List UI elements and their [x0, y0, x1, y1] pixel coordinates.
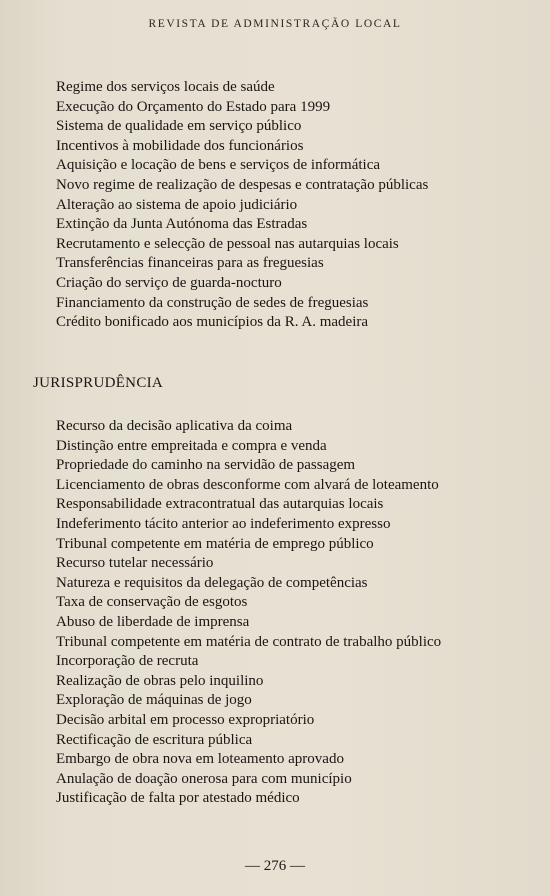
jurisprudencia-item: Rectificação de escritura pública: [56, 731, 253, 748]
jurisprudencia-item: Decisão arbital em processo expropriatório: [56, 711, 315, 728]
jurisprudencia-list: [56, 417, 441, 809]
topic-item: Crédito bonificado aos municípios da R. A. madeira: [56, 314, 369, 331]
topic-item: Criação do serviço de guarda-nocturo: [56, 274, 282, 291]
jurisprudencia-item: Natureza e requisitos da delegação de competências: [56, 574, 368, 591]
topics-list: [56, 78, 428, 333]
topic-item: Extinção da Junta Autónoma das Estradas: [56, 216, 308, 233]
jurisprudencia-item: Indeferimento tácito anterior ao indeferimento expresso: [56, 515, 391, 532]
jurisprudencia-item: Taxa de conservação de esgotos: [56, 594, 248, 611]
jurisprudencia-item: Tribunal competente em matéria de emprego público: [56, 535, 374, 552]
running-header: REVISTA DE ADMINISTRAÇÃO LOCAL: [148, 18, 402, 30]
topic-item: Transferências financeiras para as freguesias: [56, 255, 324, 272]
jurisprudencia-item: Anulação de doação onerosa para com município: [56, 770, 352, 787]
topic-item: Regime dos serviços locais de saúde: [56, 79, 275, 95]
jurisprudencia-item: Exploração de máquinas de jogo: [56, 692, 252, 709]
jurisprudencia-item: Abuso de liberdade de imprensa: [56, 613, 250, 630]
topic-item: Alteração ao sistema de apoio judiciário: [56, 196, 298, 213]
jurisprudencia-item: Recurso da decisão aplicativa da coima: [56, 418, 293, 434]
section-heading-jurisprudencia: JURISPRUDÊNCIA: [33, 375, 164, 391]
topic-item: Sistema de qualidade em serviço público: [56, 118, 302, 135]
topic-item: Recrutamento e selecção de pessoal nas autarquias locais: [56, 235, 399, 252]
jurisprudencia-item: Recurso tutelar necessário: [56, 555, 214, 572]
jurisprudencia-item: Justificação de falta por atestado médico: [56, 790, 300, 807]
page-number: — 276 —: [245, 858, 305, 874]
jurisprudencia-item: Responsabilidade extracontratual das autarquias locais: [56, 496, 384, 513]
jurisprudencia-item: Licenciamento de obras desconforme com alvará de loteamento: [56, 476, 439, 493]
topic-item: Execução do Orçamento do Estado para 1999: [56, 98, 331, 115]
jurisprudencia-item: Tribunal competente em matéria de contrato de trabalho público: [56, 633, 442, 650]
jurisprudencia-item: Distinção entre empreitada e compra e venda: [56, 437, 327, 454]
jurisprudencia-item: Incorporação de recruta: [56, 653, 199, 670]
topic-item: Novo regime de realização de despesas e contratação públicas: [56, 176, 429, 193]
jurisprudencia-item: Propriedade do caminho na servidão de passagem: [56, 457, 356, 474]
jurisprudencia-item: Embargo de obra nova em loteamento aprovado: [56, 751, 344, 768]
topic-item: Incentivos à mobilidade dos funcionários: [56, 137, 304, 154]
topic-item: Aquisição e locação de bens e serviços de informática: [56, 157, 381, 174]
topic-item: Financiamento da construção de sedes de freguesias: [56, 294, 369, 311]
jurisprudencia-item: Realização de obras pelo inquilino: [56, 672, 264, 689]
